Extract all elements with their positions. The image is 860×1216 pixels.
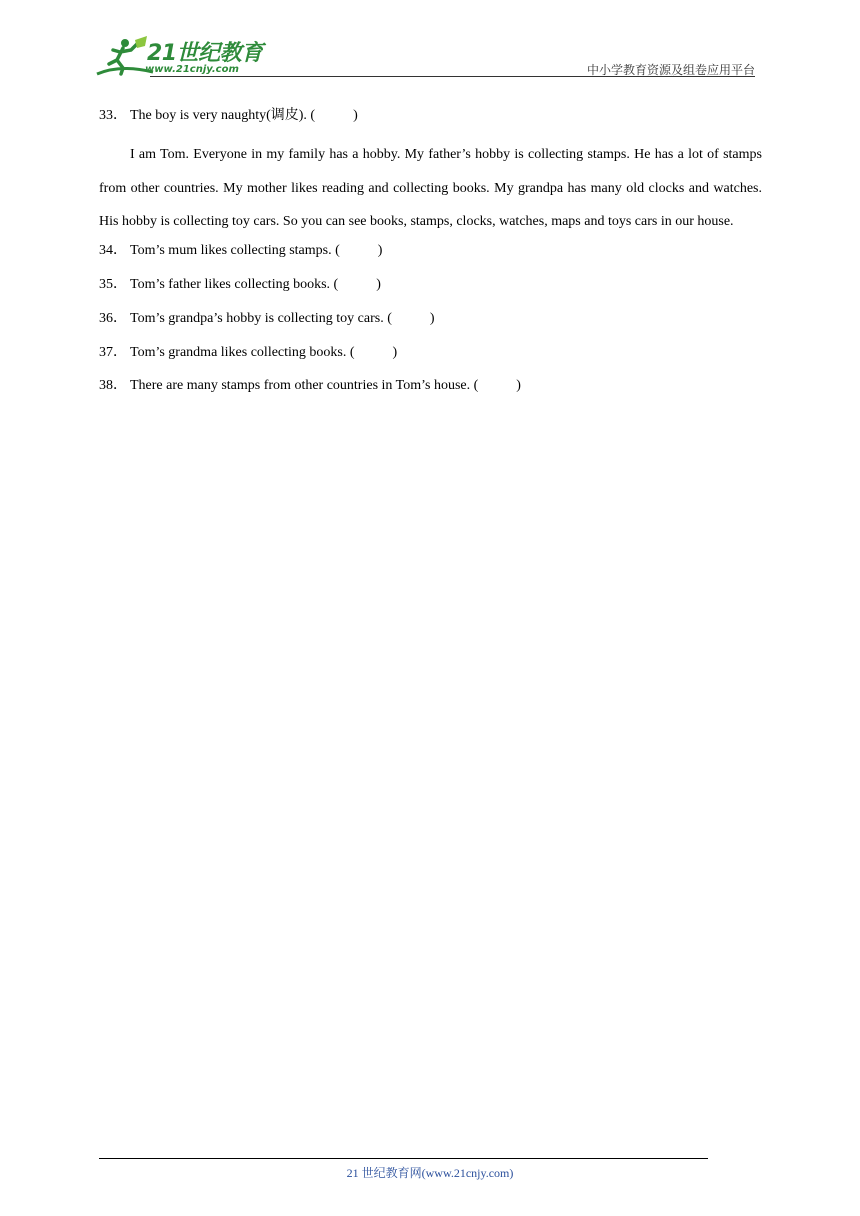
question-number: 36． xyxy=(99,310,127,326)
worksheet-content xyxy=(99,104,762,408)
question-number: 33． xyxy=(99,108,127,123)
question-34 xyxy=(99,239,762,273)
question-text: There are many stamps from other countries in Tom’s house. ( xyxy=(130,378,479,394)
question-close: ) xyxy=(392,344,398,360)
question-33 xyxy=(99,104,762,138)
question-number: 34． xyxy=(99,243,127,259)
question-close: ) xyxy=(377,243,383,259)
question-36 xyxy=(99,307,762,341)
question-close: ) xyxy=(516,378,521,394)
logo-brand-text: 21世纪教育 xyxy=(147,41,263,66)
question-37 xyxy=(99,341,762,375)
question-close: ) xyxy=(353,108,358,123)
platform-title: 中小学教育资源及组卷应用平台 xyxy=(586,63,755,77)
question-text: Tom’s grandpa’s hobby is collecting toy cars. ( xyxy=(130,310,392,326)
page-header xyxy=(95,30,755,80)
question-text: Tom’s father likes collecting books. ( xyxy=(130,276,339,292)
question-close: ) xyxy=(429,310,435,326)
page-footer: 21 世纪教育网(www.21cnjy.com) xyxy=(346,1166,514,1180)
question-35 xyxy=(99,273,762,307)
question-text: Tom’s mum likes collecting stamps. ( xyxy=(130,243,340,259)
reading-passage: I am Tom. Everyone in my family has a hobby. My father’s hobby is collecting stamps. He has a lot of stamps from other countries. My mother likes reading and collecting books. My grandpa has many old clocks and watches. His hobby is collecting toy cars. So you can see books, stamps, clocks, watches, maps and toys cars in our house. xyxy=(99,146,762,230)
header-divider xyxy=(150,76,755,77)
site-logo xyxy=(95,34,265,80)
logo-url-text: www.21cnjy.com xyxy=(145,64,239,75)
question-number: 37． xyxy=(99,344,127,360)
question-38 xyxy=(99,374,762,408)
footer-divider xyxy=(99,1158,708,1159)
question-close: ) xyxy=(376,276,381,292)
question-text: The boy is very naughty(调皮). ( xyxy=(130,108,316,123)
question-number: 38． xyxy=(99,378,127,394)
question-number: 35． xyxy=(99,276,127,292)
question-text: Tom’s grandma likes collecting books. ( xyxy=(130,344,355,360)
